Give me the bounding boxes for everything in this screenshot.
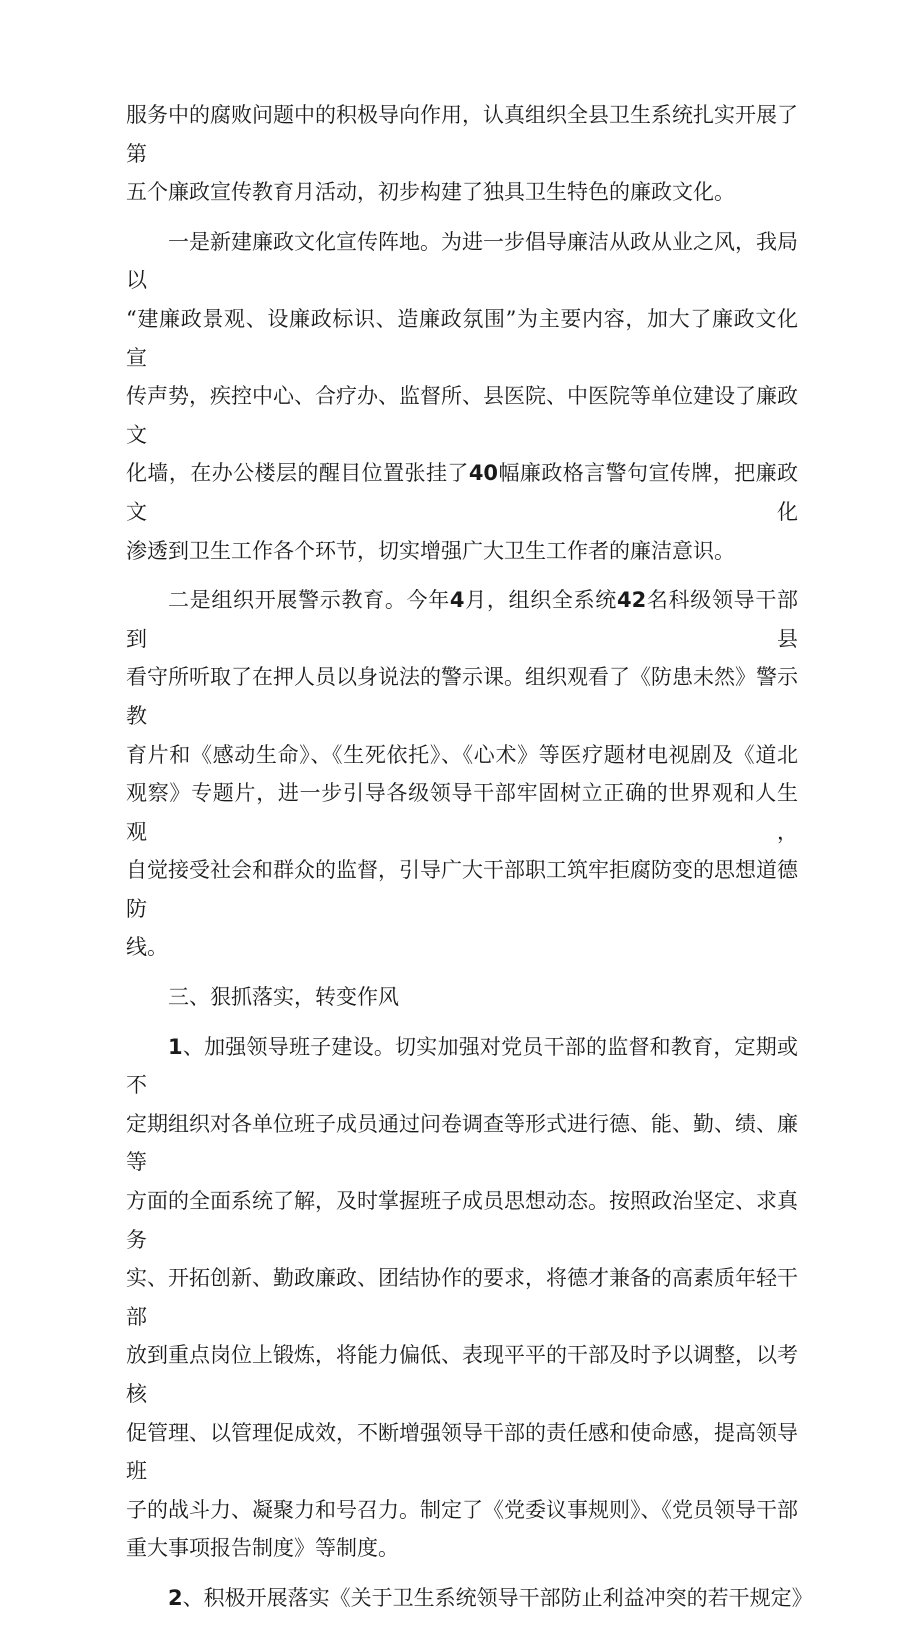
text-line <box>126 581 798 658</box>
text-fragment: 名科级领导干部到县 <box>126 588 799 651</box>
text-line <box>126 1028 798 1105</box>
text-line: 渗透到卫生工作各个环节，切实增强广大卫生工作者的廉洁意识。 <box>126 538 735 563</box>
text-line: 促管理、以管理促成效，不断增强领导干部的责任感和使命感，提高领导班 <box>126 1420 798 1484</box>
text-fragment: 月，组织全系统 <box>464 588 617 613</box>
text-line: 五个廉政宣传教育月活动，初步构建了独具卫生特色的廉政文化。 <box>126 180 735 205</box>
paragraph-warning-education <box>126 581 798 967</box>
number-40: 40 <box>468 461 499 486</box>
text-line: 重大事项报告制度》等制度。 <box>126 1536 399 1561</box>
text-line: 定期组织对各单位班子成员通过问卷调查等形式进行德、能、勤、绩、廉等 <box>126 1111 798 1175</box>
text-line <box>126 454 798 531</box>
text-line: 实、开拓创新、勤政廉政、团结协作的要求，将德才兼备的高素质年轻干部 <box>126 1266 798 1329</box>
text-line: 观察》专题片，进一步引导各级领导干部牢固树立正确的世界观和人生观， <box>126 781 798 844</box>
text-fragment: 、积极开展落实《关于卫生系统领导干部防止利益冲突的若干规定》 <box>182 1585 813 1610</box>
text-line: “建廉政景观、设廉政标识、造廉政氛围”为主要内容，加大了廉政文化宣 <box>126 306 798 370</box>
item-number: 1 <box>168 1034 183 1059</box>
text-fragment: 化墙，在办公楼层的醒目位置张挂了 <box>126 461 469 486</box>
text-line: 看守所听取了在押人员以身说法的警示课。组织观看了《防患未然》警示教 <box>126 665 798 728</box>
text-line: 服务中的腐败问题中的积极导向作用，认真组织全县卫生系统扎实开展了第 <box>126 103 798 166</box>
text-line: 放到重点岗位上锻炼，将能力偏低、表现平平的干部及时予以调整，以考核 <box>126 1343 798 1406</box>
heading-text: 三、狠抓落实，转变作风 <box>168 985 399 1010</box>
text-line: 一是新建廉政文化宣传阵地。为进一步倡导廉洁从政从业之风，我局以 <box>126 229 798 293</box>
paragraph-continuation <box>126 96 798 212</box>
document-body <box>126 96 813 1629</box>
text-line: 育片和《感动生命》、《生死依托》、《心术》等医疗题材电视剧及《道北 <box>126 742 798 767</box>
text-line: 线。 <box>126 935 168 960</box>
paragraph-propaganda-base <box>126 223 798 570</box>
number-42: 42 <box>616 588 647 613</box>
text-line <box>126 1579 813 1618</box>
text-fragment: 二是组织开展警示教育。今年 <box>168 588 450 613</box>
paragraph-conflict-of-interest <box>126 1579 813 1618</box>
text-line: 传声势，疾控中心、合疗办、监督所、县医院、中医院等单位建设了廉政文 <box>126 384 798 447</box>
text-fragment: 幅廉政格言警句宣传牌，把廉政文化 <box>126 461 799 524</box>
section-heading <box>126 978 798 1017</box>
number-4: 4 <box>449 588 465 613</box>
text-fragment: 、加强领导班子建设。切实加强对党员干部的监督和教育，定期或不 <box>126 1034 798 1098</box>
text-line: 方面的全面系统了解，及时掌握班子成员思想动态。按照政治坚定、求真务 <box>126 1189 798 1252</box>
item-number: 2 <box>168 1585 183 1610</box>
paragraph-leadership-building <box>126 1028 798 1568</box>
text-line: 子的战斗力、凝聚力和号召力。制定了《党委议事规则》、《党员领导干部 <box>126 1497 798 1522</box>
text-line: 自觉接受社会和群众的监督，引导广大干部职工筑牢拒腐防变的思想道德防 <box>126 858 798 921</box>
